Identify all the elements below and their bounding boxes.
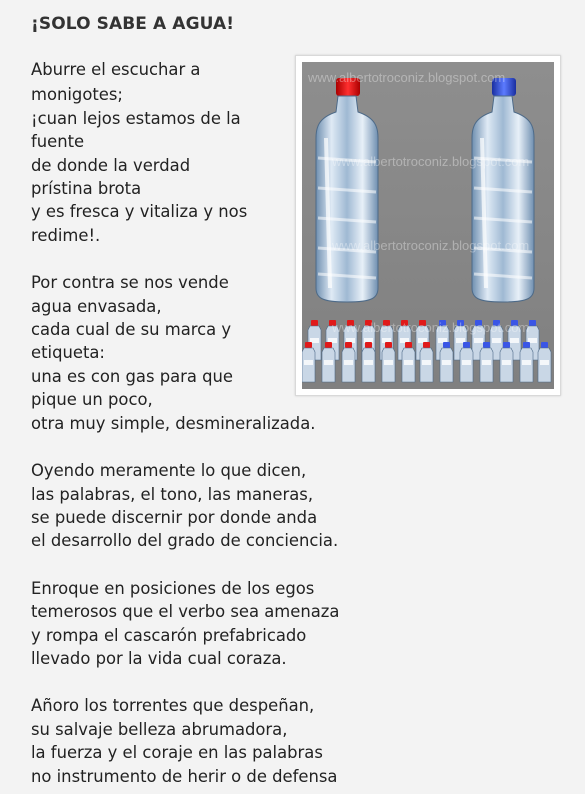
poem-line: agua envasada, bbox=[31, 296, 162, 316]
poem-line: Aburre el escuchar a bbox=[31, 60, 201, 79]
poem-line: de donde la verdad bbox=[31, 155, 191, 175]
svg-text:www.albertotroconiz.blogspot.c: www.albertotroconiz.blogspot.com bbox=[308, 70, 506, 85]
svg-text:www.albertotroconiz.blogspot.c: www.albertotroconiz.blogspot.com bbox=[332, 238, 530, 253]
poem-line: las palabras, el tono, las maneras, bbox=[31, 484, 314, 504]
poem-line: temerosos que el verbo sea amenaza bbox=[31, 602, 340, 622]
poem-line: etiqueta: bbox=[31, 343, 105, 363]
poem-line: Oyendo meramente lo que dicen, bbox=[31, 461, 307, 481]
poem-line: la fuerza y el coraje en las palabras bbox=[31, 743, 323, 763]
poem-line: Por contra se nos vende bbox=[31, 273, 229, 293]
post-image-frame[interactable] bbox=[295, 55, 561, 396]
poem-line: no instrumento de herir o de defensa bbox=[31, 766, 338, 786]
svg-text:www.albertotroconiz.blogspot.c: www.albertotroconiz.blogspot.com bbox=[332, 154, 530, 169]
poem-line: cada cual de su marca y bbox=[31, 320, 232, 340]
poem-line: llevado por la vida cual coraza. bbox=[31, 648, 287, 668]
poem-line: el desarrollo del grado de conciencia. bbox=[31, 531, 339, 551]
svg-text:www.albertotroconiz.blogspot.c: www.albertotroconiz.blogspot.com bbox=[332, 320, 530, 335]
poem-line: una es con gas para que bbox=[31, 366, 234, 386]
poem-line: se puede discernir por donde anda bbox=[31, 507, 318, 527]
poem-line: monigotes; bbox=[31, 85, 123, 105]
poem-line: y rompa el cascarón prefabricado bbox=[31, 625, 307, 645]
poem-line: prístina brota bbox=[31, 179, 142, 199]
poem-line: fuente bbox=[31, 132, 85, 152]
poem-line: pique un poco, bbox=[31, 390, 153, 410]
poem-line: y es fresca y vitaliza y nos bbox=[31, 202, 248, 222]
poem-line: Añoro los torrentes que despeñan, bbox=[31, 696, 315, 716]
poem-line: Enroque en posiciones de los egos bbox=[31, 578, 315, 598]
water-bottles-image bbox=[302, 62, 554, 389]
poem-line: ¡cuan lejos estamos de la bbox=[31, 108, 241, 128]
stanza-4 bbox=[31, 577, 376, 671]
poem-line: otra muy simple, desmineralizada. bbox=[31, 413, 316, 433]
poem-line: su salvaje belleza abrumadora, bbox=[31, 719, 288, 739]
stanza-3 bbox=[31, 459, 376, 553]
stanza-5 bbox=[31, 694, 376, 788]
poem-line: redime!. bbox=[31, 225, 101, 245]
post-title: ¡SOLO SABE A AGUA! bbox=[31, 14, 235, 34]
